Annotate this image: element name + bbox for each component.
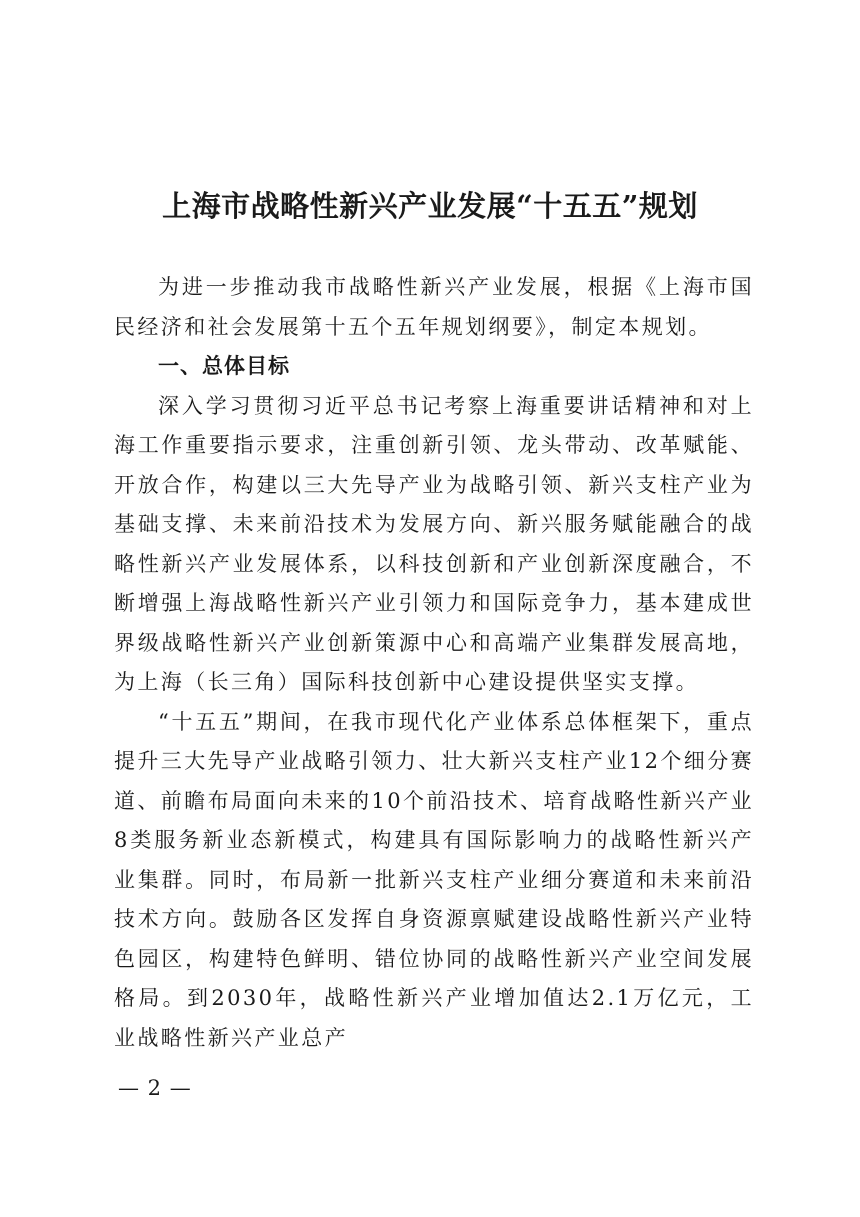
body-paragraph-1: 深入学习贯彻习近平总书记考察上海重要讲话精神和对上海工作重要指示要求，注重创新引领、龙头带动、改革赋能、开放合作，构建以三大先导产业为战略引领、新兴支柱产业为基础支撑、未来前沿技术为发展方向、新兴服务赋能融合的战略性新兴产业发展体系，以科技创新和产业创新深度融合，不断增强上海战略性新兴产业引领力和国际竞争力，基本建成世界级战略性新兴产业创新策源中心和高端产业集群发展高地，为上海（长三角）国际科技创新中心建设提供坚实支撑。 xyxy=(114,393,754,694)
intro-paragraph: 为进一步推动我市战略性新兴产业发展，根据《上海市国民经济和社会发展第十五个五年规划纲要》，制定本规划。 xyxy=(114,275,754,339)
body-paragraph-2: “十五五”期间，在我市现代化产业体系总体框架下，重点提升三大先导产业战略引领力、壮大新兴支柱产业12个细分赛道、前瞻布局面向未来的10个前沿技术、培育战略性新兴产业8类服务新业态新模式，构建具有国际影响力的战略性新兴产业集群。同时，布局新一批新兴支柱产业细分赛道和未来前沿技术方向。鼓励各区发挥自身资源禀赋建设战略性新兴产业特色园区，构建特色鲜明、错位协同的战略性新兴产业空间发展格局。到2030年，战略性新兴产业增加值达2.1万亿元，工业战略性新兴产业总产 xyxy=(114,709,754,1050)
section-heading: 一、总体目标 xyxy=(158,354,290,378)
page-number: — 2 — xyxy=(118,1076,192,1100)
document-body xyxy=(114,268,754,1058)
page-title: 上海市战略性新兴产业发展“十五五”规划 xyxy=(162,189,698,223)
